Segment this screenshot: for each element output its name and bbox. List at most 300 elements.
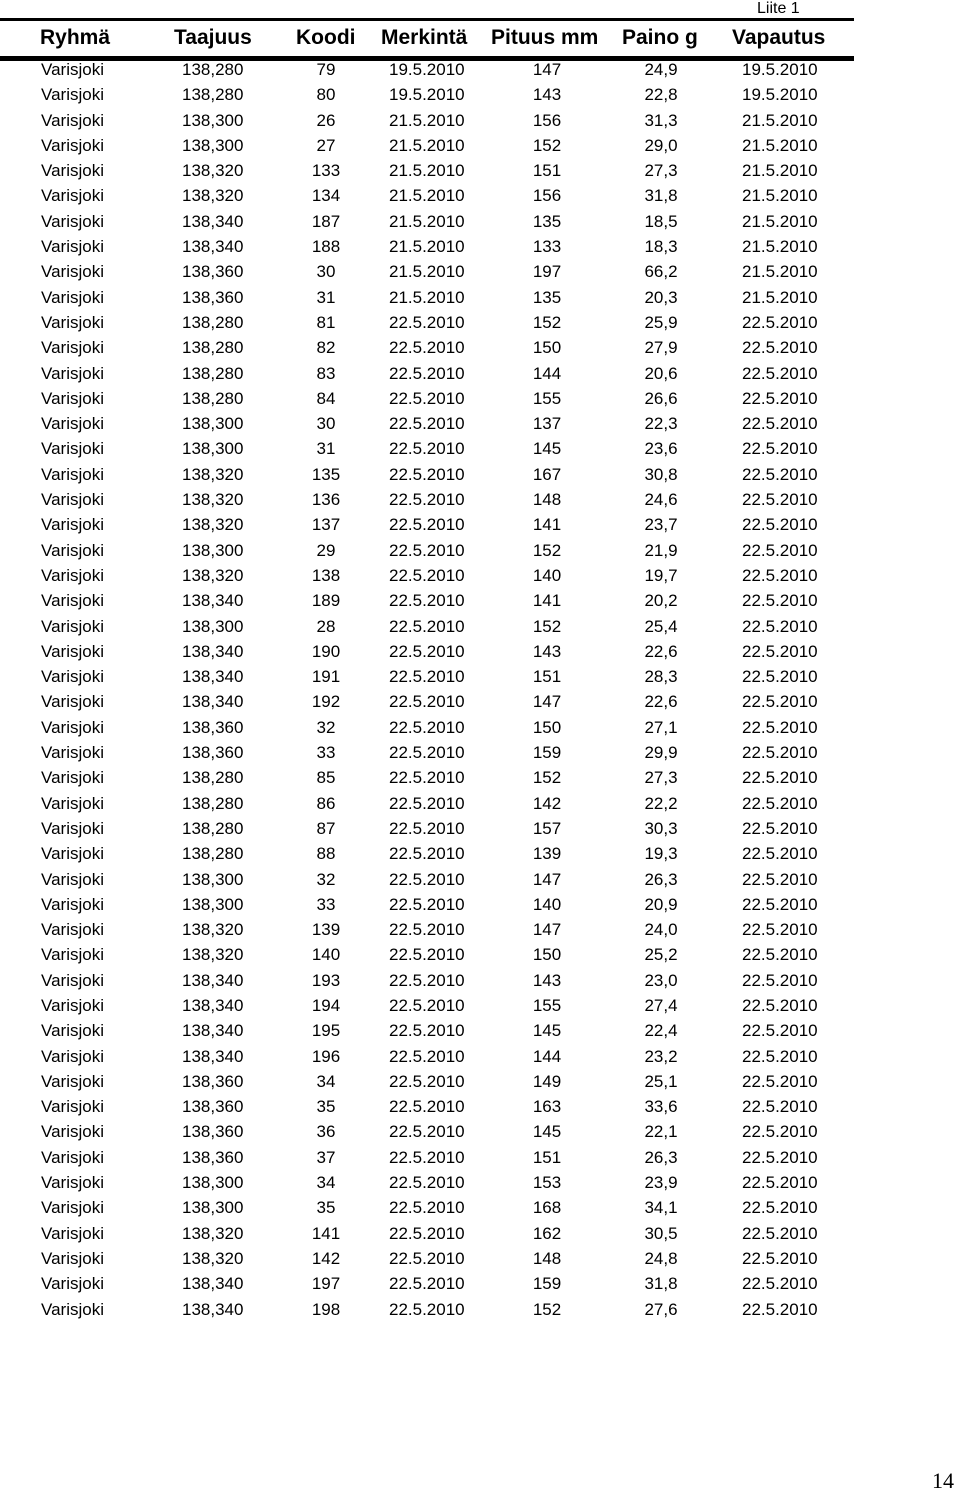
cell-merkinta: 21.5.2010	[389, 211, 465, 231]
cell-koodi: 133	[311, 161, 341, 181]
cell-koodi: 80	[316, 85, 336, 105]
cell-paino: 28,3	[644, 667, 678, 687]
cell-merkinta: 22.5.2010	[389, 616, 465, 636]
cell-taajuus: 138,360	[182, 1071, 244, 1091]
cell-merkinta: 22.5.2010	[389, 1198, 465, 1218]
cell-vapautus: 22.5.2010	[742, 692, 818, 712]
cell-ryhma: Varisjoki	[41, 844, 104, 864]
cell-paino: 25,2	[644, 945, 678, 965]
cell-pituus: 155	[532, 995, 562, 1015]
cell-koodi: 141	[311, 1223, 341, 1243]
table-row	[0, 463, 854, 488]
table-row	[0, 817, 854, 842]
cell-vapautus: 22.5.2010	[742, 818, 818, 838]
table-row	[0, 1146, 854, 1171]
cell-ryhma: Varisjoki	[41, 616, 104, 636]
cell-paino: 27,9	[644, 338, 678, 358]
cell-pituus: 150	[532, 717, 562, 737]
cell-pituus: 151	[532, 1147, 562, 1167]
cell-pituus: 139	[532, 844, 562, 864]
cell-pituus: 147	[532, 920, 562, 940]
table-row	[0, 943, 854, 968]
cell-koodi: 26	[316, 110, 336, 130]
cell-vapautus: 22.5.2010	[742, 768, 818, 788]
cell-paino: 66,2	[644, 262, 678, 282]
cell-ryhma: Varisjoki	[41, 464, 104, 484]
cell-koodi: 188	[311, 237, 341, 257]
cell-taajuus: 138,320	[182, 1223, 244, 1243]
cell-ryhma: Varisjoki	[41, 869, 104, 889]
cell-ryhma: Varisjoki	[41, 995, 104, 1015]
cell-vapautus: 22.5.2010	[742, 869, 818, 889]
cell-koodi: 87	[316, 818, 336, 838]
cell-koodi: 32	[316, 717, 336, 737]
cell-vapautus: 22.5.2010	[742, 894, 818, 914]
cell-koodi: 31	[316, 287, 336, 307]
table-row	[0, 1120, 854, 1145]
table-row	[0, 437, 854, 462]
cell-paino: 20,9	[644, 894, 678, 914]
cell-pituus: 145	[532, 439, 562, 459]
cell-pituus: 135	[532, 287, 562, 307]
cell-vapautus: 22.5.2010	[742, 1071, 818, 1091]
cell-ryhma: Varisjoki	[41, 363, 104, 383]
cell-vapautus: 22.5.2010	[742, 945, 818, 965]
cell-ryhma: Varisjoki	[41, 1173, 104, 1193]
table-row	[0, 134, 854, 159]
cell-merkinta: 22.5.2010	[389, 844, 465, 864]
cell-ryhma: Varisjoki	[41, 768, 104, 788]
cell-paino: 22,1	[644, 1122, 678, 1142]
cell-koodi: 34	[316, 1173, 336, 1193]
table-row	[0, 159, 854, 184]
cell-vapautus: 22.5.2010	[742, 1299, 818, 1319]
cell-merkinta: 22.5.2010	[389, 1274, 465, 1294]
cell-vapautus: 22.5.2010	[742, 338, 818, 358]
cell-vapautus: 21.5.2010	[742, 110, 818, 130]
page-number: 14	[932, 1468, 954, 1493]
cell-ryhma: Varisjoki	[41, 641, 104, 661]
cell-merkinta: 22.5.2010	[389, 717, 465, 737]
cell-vapautus: 22.5.2010	[742, 1198, 818, 1218]
cell-vapautus: 22.5.2010	[742, 920, 818, 940]
cell-pituus: 157	[532, 818, 562, 838]
cell-merkinta: 22.5.2010	[389, 1147, 465, 1167]
cell-pituus: 168	[532, 1198, 562, 1218]
cell-pituus: 162	[532, 1223, 562, 1243]
annex-label: Liite 1	[757, 0, 800, 17]
cell-ryhma: Varisjoki	[41, 1097, 104, 1117]
cell-taajuus: 138,280	[182, 793, 244, 813]
cell-merkinta: 22.5.2010	[389, 667, 465, 687]
cell-ryhma: Varisjoki	[41, 1046, 104, 1066]
cell-paino: 27,3	[644, 768, 678, 788]
cell-vapautus: 22.5.2010	[742, 363, 818, 383]
cell-pituus: 156	[532, 110, 562, 130]
cell-taajuus: 138,320	[182, 945, 244, 965]
cell-paino: 24,8	[644, 1248, 678, 1268]
cell-ryhma: Varisjoki	[41, 667, 104, 687]
cell-pituus: 152	[532, 616, 562, 636]
table-row	[0, 1196, 854, 1221]
cell-taajuus: 138,360	[182, 1097, 244, 1117]
cell-koodi: 37	[316, 1147, 336, 1167]
table-row	[0, 918, 854, 943]
cell-ryhma: Varisjoki	[41, 515, 104, 535]
cell-paino: 23,9	[644, 1173, 678, 1193]
table-row	[0, 969, 854, 994]
cell-pituus: 143	[532, 85, 562, 105]
cell-ryhma: Varisjoki	[41, 1198, 104, 1218]
cell-koodi: 30	[316, 414, 336, 434]
cell-taajuus: 138,280	[182, 338, 244, 358]
cell-pituus: 151	[532, 161, 562, 181]
cell-pituus: 140	[532, 565, 562, 585]
header-merkinta: Merkintä	[381, 26, 468, 49]
cell-paino: 30,3	[644, 818, 678, 838]
cell-koodi: 142	[311, 1248, 341, 1268]
cell-paino: 18,5	[644, 211, 678, 231]
cell-vapautus: 22.5.2010	[742, 616, 818, 636]
cell-koodi: 196	[311, 1046, 341, 1066]
cell-paino: 27,1	[644, 717, 678, 737]
cell-taajuus: 138,340	[182, 995, 244, 1015]
cell-taajuus: 138,340	[182, 211, 244, 231]
cell-merkinta: 21.5.2010	[389, 262, 465, 282]
cell-taajuus: 138,320	[182, 186, 244, 206]
cell-paino: 22,2	[644, 793, 678, 813]
cell-vapautus: 22.5.2010	[742, 1046, 818, 1066]
cell-vapautus: 22.5.2010	[742, 641, 818, 661]
cell-vapautus: 19.5.2010	[742, 60, 818, 79]
cell-ryhma: Varisjoki	[41, 692, 104, 712]
cell-paino: 18,3	[644, 237, 678, 257]
cell-paino: 31,3	[644, 110, 678, 130]
cell-paino: 23,7	[644, 515, 678, 535]
cell-vapautus: 21.5.2010	[742, 262, 818, 282]
cell-taajuus: 138,320	[182, 490, 244, 510]
cell-merkinta: 21.5.2010	[389, 287, 465, 307]
cell-vapautus: 22.5.2010	[742, 970, 818, 990]
cell-paino: 24,9	[644, 60, 678, 79]
cell-pituus: 153	[532, 1173, 562, 1193]
cell-pituus: 150	[532, 945, 562, 965]
cell-merkinta: 22.5.2010	[389, 1021, 465, 1041]
cell-ryhma: Varisjoki	[41, 1147, 104, 1167]
cell-merkinta: 22.5.2010	[389, 995, 465, 1015]
table-row	[0, 1247, 854, 1272]
cell-merkinta: 22.5.2010	[389, 490, 465, 510]
cell-vapautus: 22.5.2010	[742, 515, 818, 535]
cell-merkinta: 22.5.2010	[389, 743, 465, 763]
cell-paino: 22,4	[644, 1021, 678, 1041]
cell-taajuus: 138,360	[182, 743, 244, 763]
cell-pituus: 152	[532, 540, 562, 560]
cell-koodi: 138	[311, 565, 341, 585]
cell-ryhma: Varisjoki	[41, 920, 104, 940]
cell-ryhma: Varisjoki	[41, 945, 104, 965]
cell-paino: 22,6	[644, 692, 678, 712]
cell-vapautus: 21.5.2010	[742, 161, 818, 181]
cell-ryhma: Varisjoki	[41, 793, 104, 813]
table-row	[0, 1222, 854, 1247]
cell-vapautus: 22.5.2010	[742, 1021, 818, 1041]
cell-paino: 23,0	[644, 970, 678, 990]
cell-koodi: 134	[311, 186, 341, 206]
cell-pituus: 135	[532, 211, 562, 231]
cell-ryhma: Varisjoki	[41, 60, 104, 79]
cell-taajuus: 138,340	[182, 1274, 244, 1294]
table-row	[0, 488, 854, 513]
cell-koodi: 30	[316, 262, 336, 282]
cell-koodi: 31	[316, 439, 336, 459]
cell-taajuus: 138,340	[182, 237, 244, 257]
cell-koodi: 83	[316, 363, 336, 383]
cell-taajuus: 138,300	[182, 414, 244, 434]
header-pituus: Pituus mm	[491, 26, 599, 49]
cell-pituus: 144	[532, 1046, 562, 1066]
cell-ryhma: Varisjoki	[41, 439, 104, 459]
cell-merkinta: 22.5.2010	[389, 338, 465, 358]
cell-taajuus: 138,300	[182, 1198, 244, 1218]
table-row	[0, 640, 854, 665]
cell-pituus: 141	[532, 515, 562, 535]
cell-merkinta: 21.5.2010	[389, 110, 465, 130]
cell-ryhma: Varisjoki	[41, 338, 104, 358]
table-row	[0, 109, 854, 134]
cell-paino: 24,6	[644, 490, 678, 510]
cell-taajuus: 138,300	[182, 540, 244, 560]
cell-vapautus: 22.5.2010	[742, 464, 818, 484]
cell-ryhma: Varisjoki	[41, 970, 104, 990]
cell-taajuus: 138,300	[182, 894, 244, 914]
cell-koodi: 82	[316, 338, 336, 358]
cell-vapautus: 22.5.2010	[742, 490, 818, 510]
cell-koodi: 195	[311, 1021, 341, 1041]
cell-koodi: 35	[316, 1097, 336, 1117]
cell-merkinta: 22.5.2010	[389, 363, 465, 383]
cell-vapautus: 22.5.2010	[742, 1122, 818, 1142]
table-row	[0, 539, 854, 564]
cell-paino: 22,8	[644, 85, 678, 105]
cell-paino: 27,6	[644, 1299, 678, 1319]
cell-paino: 27,3	[644, 161, 678, 181]
cell-merkinta: 22.5.2010	[389, 515, 465, 535]
cell-koodi: 189	[311, 591, 341, 611]
cell-ryhma: Varisjoki	[41, 1248, 104, 1268]
cell-merkinta: 22.5.2010	[389, 920, 465, 940]
table-row	[0, 235, 854, 260]
header-ryhma: Ryhmä	[40, 26, 111, 49]
cell-ryhma: Varisjoki	[41, 1122, 104, 1142]
cell-pituus: 148	[532, 1248, 562, 1268]
cell-pituus: 144	[532, 363, 562, 383]
table-row	[0, 564, 854, 589]
cell-koodi: 36	[316, 1122, 336, 1142]
cell-koodi: 32	[316, 869, 336, 889]
cell-merkinta: 22.5.2010	[389, 869, 465, 889]
table-row	[0, 260, 854, 285]
cell-pituus: 147	[532, 692, 562, 712]
cell-pituus: 145	[532, 1021, 562, 1041]
cell-ryhma: Varisjoki	[41, 287, 104, 307]
cell-koodi: 33	[316, 743, 336, 763]
cell-merkinta: 22.5.2010	[389, 464, 465, 484]
table-row	[0, 387, 854, 412]
cell-ryhma: Varisjoki	[41, 237, 104, 257]
cell-koodi: 29	[316, 540, 336, 560]
cell-merkinta: 21.5.2010	[389, 186, 465, 206]
cell-koodi: 85	[316, 768, 336, 788]
cell-pituus: 147	[532, 869, 562, 889]
cell-vapautus: 21.5.2010	[742, 211, 818, 231]
table-row	[0, 1298, 854, 1323]
header-vapautus: Vapautus	[732, 26, 826, 49]
cell-koodi: 197	[311, 1274, 341, 1294]
cell-paino: 27,4	[644, 995, 678, 1015]
header-taajuus: Taajuus	[174, 26, 252, 49]
table-body	[0, 58, 854, 1323]
cell-taajuus: 138,300	[182, 439, 244, 459]
cell-pituus: 152	[532, 768, 562, 788]
cell-taajuus: 138,320	[182, 161, 244, 181]
cell-pituus: 159	[532, 743, 562, 763]
cell-merkinta: 22.5.2010	[389, 1173, 465, 1193]
cell-merkinta: 22.5.2010	[389, 1299, 465, 1319]
cell-pituus: 145	[532, 1122, 562, 1142]
cell-merkinta: 22.5.2010	[389, 388, 465, 408]
cell-taajuus: 138,340	[182, 1021, 244, 1041]
cell-merkinta: 22.5.2010	[389, 945, 465, 965]
cell-koodi: 140	[311, 945, 341, 965]
table-row	[0, 412, 854, 437]
table-row	[0, 589, 854, 614]
cell-taajuus: 138,340	[182, 667, 244, 687]
cell-vapautus: 22.5.2010	[742, 414, 818, 434]
cell-vapautus: 22.5.2010	[742, 844, 818, 864]
cell-merkinta: 21.5.2010	[389, 161, 465, 181]
cell-paino: 31,8	[644, 1274, 678, 1294]
cell-koodi: 88	[316, 844, 336, 864]
cell-vapautus: 22.5.2010	[742, 1147, 818, 1167]
cell-taajuus: 138,320	[182, 920, 244, 940]
cell-vapautus: 22.5.2010	[742, 388, 818, 408]
cell-paino: 20,2	[644, 591, 678, 611]
cell-merkinta: 19.5.2010	[389, 60, 465, 79]
cell-taajuus: 138,320	[182, 464, 244, 484]
cell-merkinta: 19.5.2010	[389, 85, 465, 105]
cell-pituus: 151	[532, 667, 562, 687]
cell-pituus: 143	[532, 641, 562, 661]
table-row	[0, 1171, 854, 1196]
cell-merkinta: 22.5.2010	[389, 1248, 465, 1268]
cell-vapautus: 22.5.2010	[742, 540, 818, 560]
cell-vapautus: 21.5.2010	[742, 135, 818, 155]
cell-paino: 19,7	[644, 565, 678, 585]
table-row	[0, 741, 854, 766]
cell-vapautus: 22.5.2010	[742, 1097, 818, 1117]
cell-koodi: 28	[316, 616, 336, 636]
cell-pituus: 163	[532, 1097, 562, 1117]
cell-ryhma: Varisjoki	[41, 894, 104, 914]
table-row	[0, 184, 854, 209]
cell-vapautus: 22.5.2010	[742, 591, 818, 611]
cell-koodi: 191	[311, 667, 341, 687]
cell-ryhma: Varisjoki	[41, 312, 104, 332]
table-header	[0, 24, 854, 56]
cell-taajuus: 138,360	[182, 262, 244, 282]
cell-taajuus: 138,280	[182, 312, 244, 332]
cell-koodi: 192	[311, 692, 341, 712]
cell-paino: 26,6	[644, 388, 678, 408]
cell-pituus: 143	[532, 970, 562, 990]
cell-taajuus: 138,280	[182, 844, 244, 864]
cell-vapautus: 21.5.2010	[742, 186, 818, 206]
cell-pituus: 149	[532, 1071, 562, 1091]
cell-merkinta: 22.5.2010	[389, 565, 465, 585]
cell-taajuus: 138,340	[182, 1046, 244, 1066]
cell-merkinta: 22.5.2010	[389, 1223, 465, 1243]
cell-ryhma: Varisjoki	[41, 818, 104, 838]
cell-paino: 26,3	[644, 869, 678, 889]
cell-merkinta: 22.5.2010	[389, 1097, 465, 1117]
cell-taajuus: 138,300	[182, 1173, 244, 1193]
cell-koodi: 33	[316, 894, 336, 914]
cell-vapautus: 22.5.2010	[742, 1274, 818, 1294]
cell-pituus: 152	[532, 135, 562, 155]
cell-paino: 24,0	[644, 920, 678, 940]
table-row	[0, 336, 854, 361]
cell-pituus: 142	[532, 793, 562, 813]
cell-taajuus: 138,340	[182, 692, 244, 712]
cell-taajuus: 138,280	[182, 60, 244, 79]
cell-paino: 20,3	[644, 287, 678, 307]
cell-taajuus: 138,360	[182, 1147, 244, 1167]
cell-merkinta: 22.5.2010	[389, 768, 465, 788]
cell-taajuus: 138,320	[182, 515, 244, 535]
cell-pituus: 148	[532, 490, 562, 510]
cell-ryhma: Varisjoki	[41, 717, 104, 737]
table-row	[0, 716, 854, 741]
table-row	[0, 1095, 854, 1120]
cell-merkinta: 22.5.2010	[389, 692, 465, 712]
cell-taajuus: 138,340	[182, 591, 244, 611]
cell-koodi: 81	[316, 312, 336, 332]
cell-ryhma: Varisjoki	[41, 1299, 104, 1319]
header-koodi: Koodi	[296, 26, 356, 49]
table-row	[0, 210, 854, 235]
cell-pituus: 152	[532, 312, 562, 332]
cell-pituus: 156	[532, 186, 562, 206]
cell-koodi: 194	[311, 995, 341, 1015]
cell-vapautus: 22.5.2010	[742, 667, 818, 687]
table-row	[0, 311, 854, 336]
cell-vapautus: 22.5.2010	[742, 1173, 818, 1193]
cell-paino: 30,5	[644, 1223, 678, 1243]
cell-ryhma: Varisjoki	[41, 591, 104, 611]
cell-ryhma: Varisjoki	[41, 1071, 104, 1091]
table-row	[0, 665, 854, 690]
cell-merkinta: 22.5.2010	[389, 591, 465, 611]
cell-ryhma: Varisjoki	[41, 1021, 104, 1041]
table-row	[0, 842, 854, 867]
cell-pituus: 140	[532, 894, 562, 914]
cell-taajuus: 138,280	[182, 768, 244, 788]
cell-vapautus: 22.5.2010	[742, 312, 818, 332]
cell-taajuus: 138,340	[182, 970, 244, 990]
cell-ryhma: Varisjoki	[41, 110, 104, 130]
cell-merkinta: 22.5.2010	[389, 894, 465, 914]
